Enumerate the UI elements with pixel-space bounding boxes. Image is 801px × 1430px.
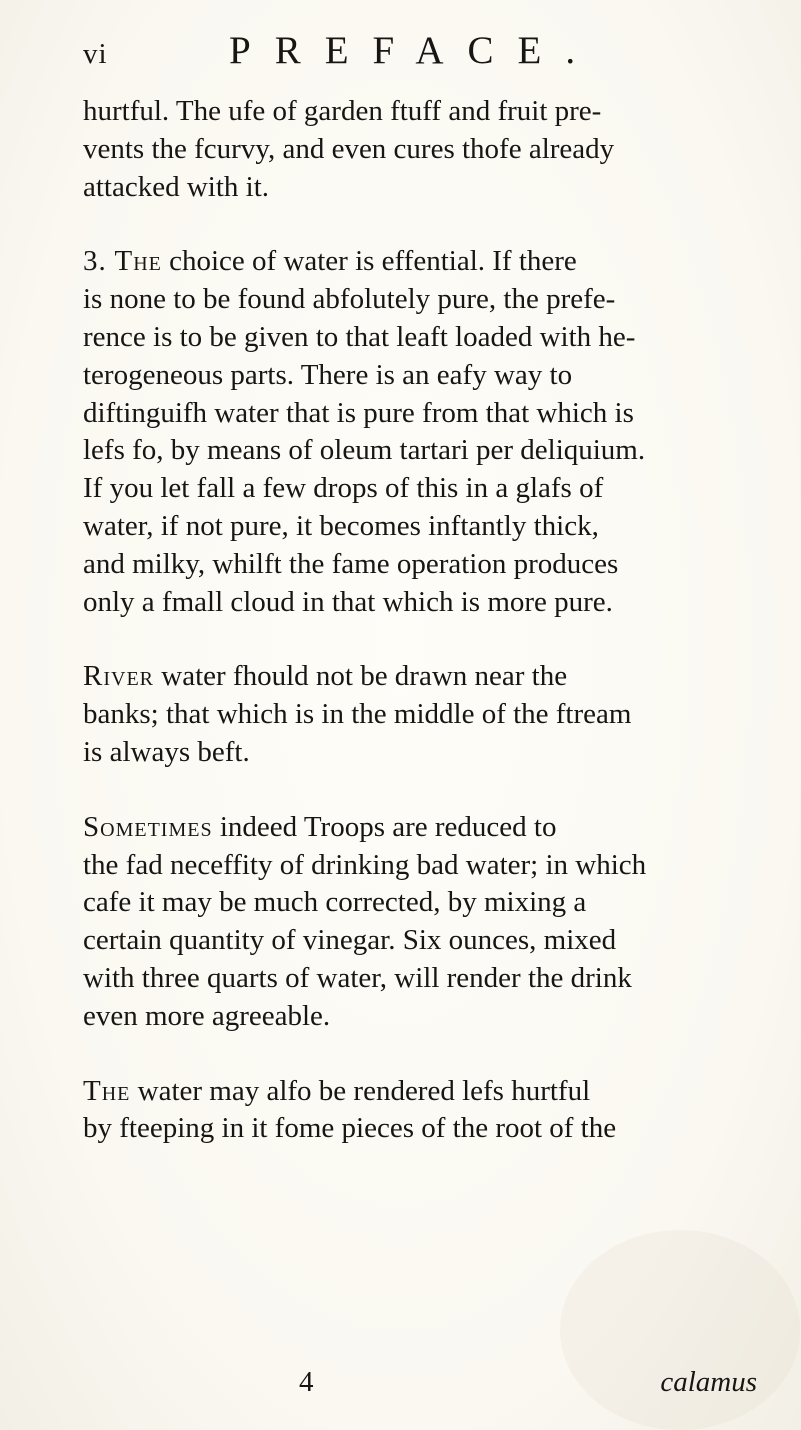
text-line bbox=[83, 1073, 757, 1111]
text-line: by fteeping in it fome pieces of the root of the bbox=[83, 1112, 617, 1145]
page-header bbox=[83, 28, 703, 78]
text-line: and milky, whilft the fame operation produces bbox=[83, 547, 619, 580]
text-line: with three quarts of water, will render the drink bbox=[83, 961, 632, 994]
text-line: banks; that which is in the middle of the ftream bbox=[83, 698, 632, 731]
text-line: hurtful. The ufe of garden ftuff and fruit pre- bbox=[83, 95, 602, 127]
text-line: diftinguifh water that is pure from that which is bbox=[83, 396, 634, 429]
text-line: rence is to be given to that leaft loaded with he- bbox=[83, 320, 636, 353]
text-line: attacked with it. bbox=[83, 170, 270, 203]
page-footer bbox=[83, 1366, 757, 1406]
signature-mark: 4 bbox=[299, 1366, 314, 1398]
paragraph-lead: Sometimes bbox=[83, 810, 213, 843]
text-line: certain quantity of vinegar. Six ounces, mixed bbox=[83, 924, 617, 957]
paragraph-lead: River bbox=[83, 660, 155, 693]
page-number: vi bbox=[83, 38, 108, 70]
text-line: vents the fcurvy, and even cures thofe already bbox=[83, 132, 615, 165]
body-text bbox=[83, 93, 757, 1185]
text-line: even more agreeable. bbox=[83, 999, 331, 1032]
text-line: If you let fall a few drops of this in a glafs of bbox=[83, 472, 604, 505]
text-line: the fad neceffity of drinking bad water; in which bbox=[83, 848, 647, 881]
text-line-continuation: choice of water is effential. If there bbox=[161, 245, 577, 278]
paragraph-lead: The bbox=[83, 1074, 131, 1107]
text-line: terogeneous parts. There is an eafy way to bbox=[83, 358, 573, 391]
text-line bbox=[83, 809, 757, 847]
paragraph-4 bbox=[83, 809, 757, 1036]
text-line: is none to be found abfolutely pure, the prefe- bbox=[83, 283, 616, 316]
paragraph-2 bbox=[83, 243, 757, 621]
text-line: is always beft. bbox=[83, 735, 250, 768]
text-line bbox=[83, 658, 757, 696]
catchword: calamus bbox=[660, 1366, 757, 1398]
text-line: only a fmall cloud in that which is more pure. bbox=[83, 585, 613, 618]
running-head: PREFACE. bbox=[229, 29, 600, 72]
paragraph-1 bbox=[83, 93, 757, 206]
text-line-continuation: water may alfo be rendered lefs hurtful bbox=[130, 1074, 591, 1107]
text-line: water, if not pure, it becomes inftantly thick, bbox=[83, 509, 599, 542]
paragraph-3 bbox=[83, 658, 757, 771]
paragraph-5 bbox=[83, 1073, 757, 1149]
text-line: lefs fo, by means of oleum tartari per deliquium. bbox=[83, 434, 646, 467]
text-line: cafe it may be much corrected, by mixing a bbox=[83, 886, 587, 919]
text-line-continuation: water fhould not be drawn near the bbox=[154, 660, 568, 693]
text-line bbox=[83, 243, 757, 281]
text-line-continuation: indeed Troops are reduced to bbox=[212, 810, 557, 843]
paragraph-lead: 3. The bbox=[83, 245, 162, 278]
